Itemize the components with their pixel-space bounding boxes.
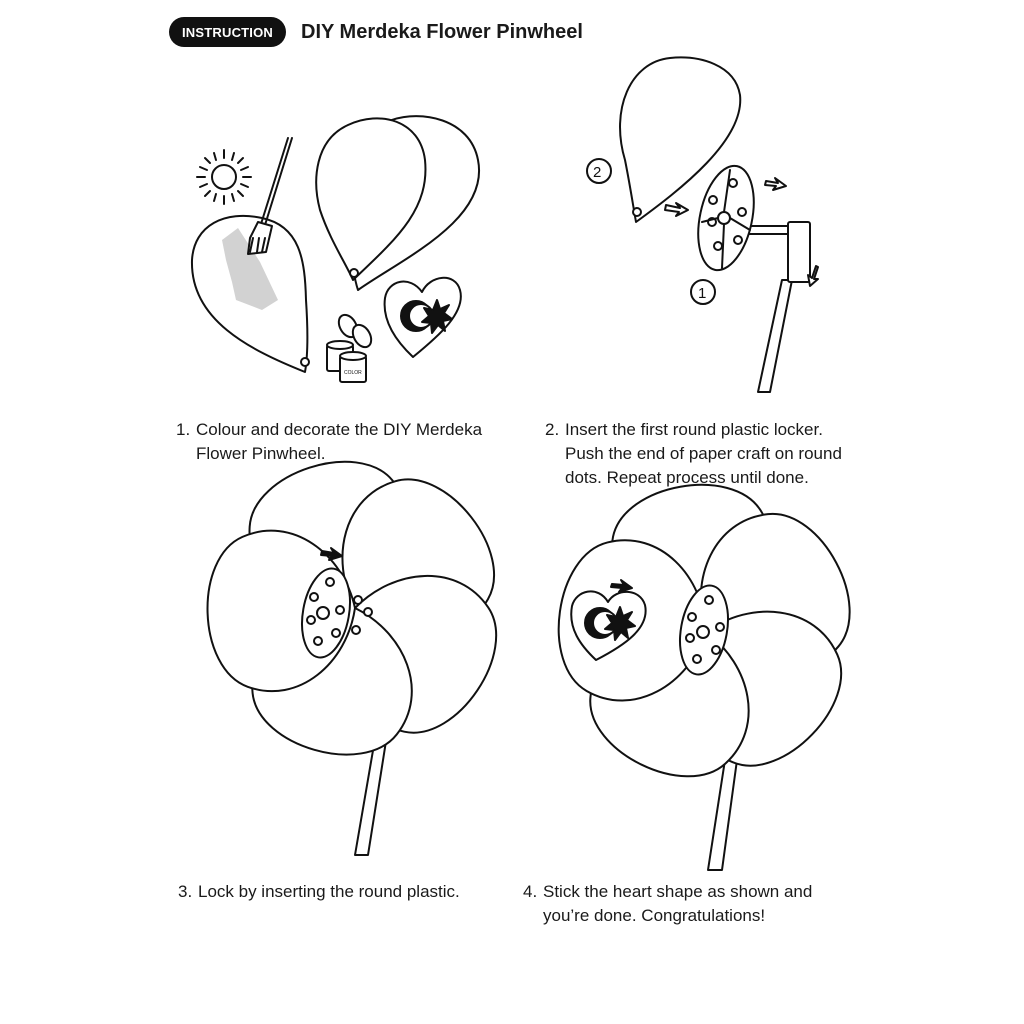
- step-number: 4.: [523, 882, 538, 901]
- page-title: DIY Merdeka Flower Pinwheel: [301, 21, 583, 43]
- instruction-badge: INSTRUCTION: [169, 17, 286, 47]
- step4-illustration: [549, 473, 874, 870]
- step2-illustration: [587, 57, 818, 392]
- paint-jars-icon: [327, 312, 375, 382]
- step3-illustration: [205, 443, 522, 855]
- step-number: 2.: [545, 420, 560, 439]
- pinwheel-stick: [758, 280, 792, 392]
- step-2-caption: [545, 418, 842, 490]
- step-text-line1: Insert the first round plastic locker.: [565, 420, 823, 439]
- step-text-line1: Colour and decorate the DIY Merdeka: [196, 420, 483, 439]
- step-1-caption: [176, 418, 482, 466]
- plastic-locker: [690, 161, 763, 275]
- sun-icon: [197, 150, 251, 204]
- step-text-line1: Stick the heart shape as shown and: [543, 882, 813, 901]
- step-text-line2: Push the end of paper craft on round: [565, 444, 842, 463]
- circle-number-one: 1: [698, 285, 707, 302]
- step-number: 1.: [176, 420, 191, 439]
- paint-jar-label: COLOR: [344, 370, 362, 376]
- step-4-caption: [523, 880, 812, 928]
- step-text-line2: Flower Pinwheel.: [196, 444, 326, 463]
- step-number: 3.: [178, 882, 193, 901]
- circle-number-two: 2: [593, 164, 602, 181]
- flower-petals: [205, 443, 522, 772]
- step-text-line1: Lock by inserting the round plastic.: [198, 882, 460, 901]
- step1-illustration: [192, 116, 479, 382]
- step-text-line2: you’re done. Congratulations!: [543, 906, 766, 925]
- step-3-caption: [178, 880, 460, 904]
- heart-moon-star-icon: [385, 278, 461, 357]
- step-text-line3: dots. Repeat process until done.: [565, 468, 809, 487]
